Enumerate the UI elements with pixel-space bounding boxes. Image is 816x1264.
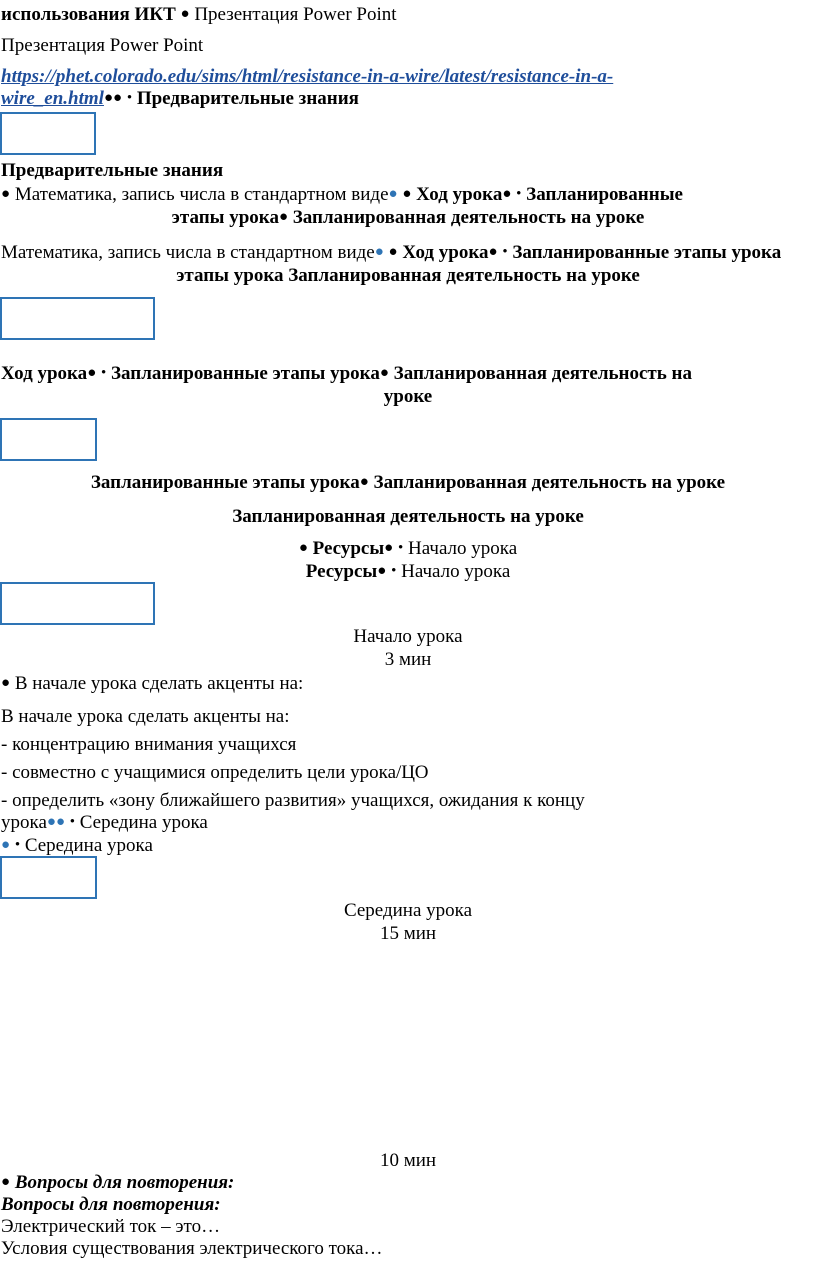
review-questions-heading: Вопросы для повторения: — [1, 1194, 221, 1215]
line-powerpoint — [1, 35, 203, 57]
bullet-icon: ● — [359, 474, 369, 490]
focus-text: В начале урока сделать акценты на: — [14, 673, 304, 694]
line-q1 — [1, 1216, 220, 1238]
question-text: Условия существования электрического тока… — [1, 1238, 383, 1259]
bullet-icon: ● — [103, 90, 113, 106]
lesson-middle-text: Середина урока — [79, 812, 208, 833]
duration-10min: 10 мин — [379, 1150, 437, 1171]
line-focus-bullet — [1, 673, 303, 696]
bullet-icon: • — [391, 563, 397, 579]
lesson-start-text: Начало урока — [353, 626, 463, 647]
bullet-icon: • — [14, 837, 21, 853]
line-item1 — [1, 734, 296, 756]
math-text: Математика, запись числа в стандартном виде — [14, 184, 389, 205]
planned-stages-heading: этапы урока — [171, 207, 279, 228]
line-course-2 — [0, 386, 816, 408]
bullet-icon: ● — [87, 365, 97, 381]
lesson-start-text: Начало урока — [401, 561, 511, 582]
planned-activity-heading: уроке — [383, 386, 433, 407]
placeholder-box — [0, 297, 155, 340]
line-link-2 — [1, 88, 359, 111]
duration-15min: 15 мин — [379, 923, 437, 944]
lesson-course-heading: Ход урока — [402, 242, 489, 263]
focus-text: В начале урока сделать акценты на: — [1, 706, 290, 727]
line-math-2 — [0, 207, 816, 230]
line-focus — [1, 706, 290, 728]
lesson-course-heading: Ход урока — [1, 363, 88, 384]
powerpoint-text: Презентация Power Point — [194, 4, 397, 25]
lesson-start-text: Начало урока — [408, 538, 518, 559]
bullet-icon: • — [126, 90, 133, 106]
powerpoint-text: Презентация Power Point — [1, 35, 204, 56]
lesson-middle-text: Середина урока — [24, 835, 153, 856]
blue-bullet-icon: ● — [388, 186, 398, 202]
line-activity — [0, 506, 816, 528]
blue-bullet-icon: ● — [46, 814, 56, 830]
bullet-icon: ● — [298, 540, 308, 556]
phet-link-continued[interactable]: wire_en.html — [1, 88, 104, 109]
bullet-icon: ● — [1, 186, 11, 202]
list-item: - концентрацию внимания учащихся — [1, 734, 297, 755]
line-review — [1, 1194, 221, 1216]
bullet-icon: ● — [388, 244, 398, 260]
line-start — [0, 626, 816, 648]
planned-activity-heading: Запланированная деятельность на — [393, 363, 692, 384]
line-resources-1 — [0, 538, 816, 561]
bullet-icon: • — [397, 540, 404, 556]
list-item: - совместно с учащимися определить цели урока/ЦО — [1, 762, 429, 783]
line-middle — [0, 900, 816, 922]
line-stages — [0, 472, 816, 495]
planned-stages-heading: Запланированные этапы урока — [111, 363, 380, 384]
line-prior — [1, 160, 223, 182]
bullet-icon: ● — [113, 90, 123, 106]
line-10min — [0, 1150, 816, 1172]
bullet-icon: ● — [1, 1174, 11, 1190]
bullet-icon: ● — [377, 563, 387, 579]
prior-knowledge-heading: Предварительные знания — [136, 88, 359, 109]
line-math-4 — [0, 265, 816, 287]
line-item2 — [1, 762, 429, 784]
lesson-course-heading: Ход урока — [416, 184, 503, 205]
blue-bullet-icon: ● — [1, 837, 11, 853]
list-item: урока — [1, 812, 47, 833]
bullet-icon: ● — [502, 186, 512, 202]
placeholder-box — [0, 856, 97, 899]
placeholder-box — [0, 112, 96, 155]
planned-stages-heading: этапы урока — [176, 265, 284, 286]
bullet-icon: ● — [180, 6, 190, 22]
line-middle-bullet — [1, 835, 153, 858]
bullet-icon: • — [502, 244, 508, 260]
math-text: Математика, запись числа в стандартном виде — [1, 242, 375, 263]
bullet-icon: • — [69, 814, 76, 830]
line-resources-2 — [0, 561, 816, 584]
line-review-bullet — [1, 1172, 234, 1195]
blue-bullet-icon: ● — [55, 814, 66, 830]
prior-knowledge-heading: Предварительные знания — [1, 160, 224, 181]
line-course-1 — [1, 363, 692, 386]
review-questions-heading: Вопросы для повторения: — [14, 1172, 235, 1193]
list-item: - определить «зону ближайшего развития» учащихся, ожидания к концу — [1, 790, 585, 811]
duration-3min: 3 мин — [384, 649, 432, 670]
bullet-icon: ● — [402, 186, 412, 202]
planned-stages-heading: Запланированные этапы урока — [512, 242, 782, 263]
bullet-icon: ● — [1, 675, 11, 691]
line-ict — [1, 4, 397, 27]
placeholder-box — [0, 418, 97, 461]
line-math-3 — [1, 242, 781, 265]
planned-activity-heading: Запланированная деятельность на уроке — [373, 472, 726, 493]
line-item3 — [1, 790, 585, 812]
line-math-1 — [1, 184, 683, 207]
planned-stages-heading: Запланированные этапы урока — [90, 472, 360, 493]
ict-label: использования ИКТ — [1, 4, 176, 25]
planned-stages-heading: Запланированные — [526, 184, 683, 205]
phet-link[interactable]: https://phet.colorado.edu/sims/html/resistance-in-a-wire/latest/resistance-in-a- — [1, 66, 614, 87]
placeholder-box — [0, 582, 155, 625]
bullet-icon: ● — [384, 540, 394, 556]
planned-activity-heading: Запланированная деятельность на уроке — [232, 506, 584, 527]
bullet-icon: • — [101, 365, 107, 381]
question-text: Электрический ток – это… — [1, 1216, 221, 1237]
bullet-icon: ● — [488, 244, 498, 260]
resources-heading: Ресурсы — [312, 538, 385, 559]
line-link-1 — [1, 66, 613, 88]
lesson-middle-text: Середина урока — [343, 900, 473, 921]
bullet-icon: ● — [379, 365, 389, 381]
bullet-icon: • — [516, 186, 522, 202]
line-15min — [0, 923, 816, 945]
bullet-icon: ● — [278, 209, 289, 225]
resources-heading: Ресурсы — [305, 561, 378, 582]
planned-activity-heading: Запланированная деятельность на уроке — [288, 265, 640, 286]
line-q2 — [1, 1238, 383, 1260]
line-item3-cont — [1, 812, 208, 835]
line-3min — [0, 649, 816, 671]
planned-activity-heading: Запланированная деятельность на уроке — [292, 207, 645, 228]
blue-bullet-icon: ● — [374, 244, 384, 260]
